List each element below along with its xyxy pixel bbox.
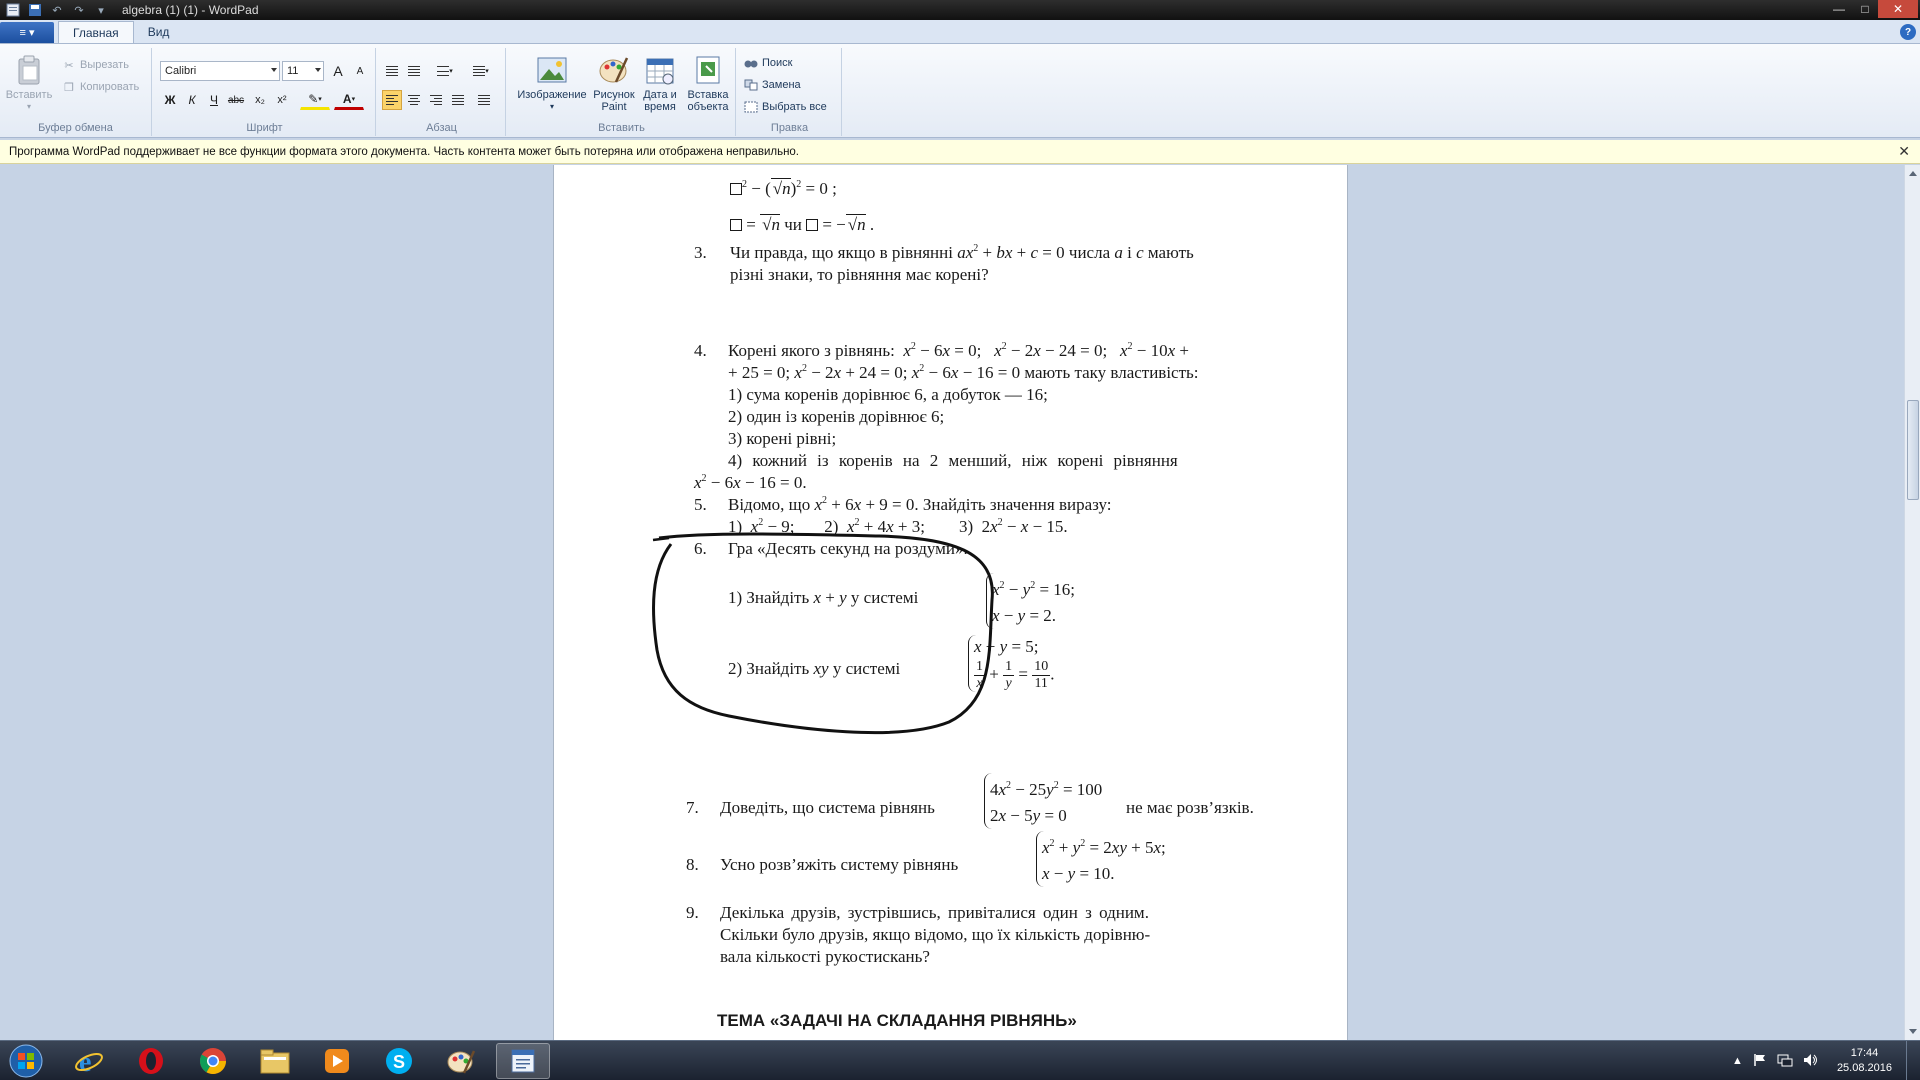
taskbar-file-explorer[interactable] (248, 1043, 302, 1079)
wordpad-app-icon[interactable] (4, 2, 22, 18)
scissors-icon: ✂ (64, 59, 74, 72)
ribbon-tabs (0, 20, 1920, 44)
start-button[interactable] (4, 1042, 48, 1080)
justify-icon (452, 95, 464, 105)
datetime-label-1: Дата и (643, 89, 677, 101)
insert-group (508, 48, 736, 136)
scrollbar-thumb[interactable] (1907, 400, 1919, 500)
equation-line: $^2$ − ( √n)$^2$ = 0 ; (730, 179, 837, 199)
font-color-button[interactable]: A ▾ (334, 90, 364, 110)
network-icon[interactable] (1777, 1053, 1793, 1070)
insert-group-label: Вставить (598, 122, 645, 134)
document-area[interactable] (0, 165, 1904, 1040)
paint-palette-icon (598, 54, 630, 86)
font-size-select[interactable] (282, 61, 324, 81)
close-button[interactable]: ✕ (1878, 0, 1918, 18)
strikethrough-button[interactable]: abc (227, 94, 245, 106)
clipboard-group-label: Буфер обмена (38, 122, 113, 134)
option-text: 2) один із коренів дорівнює 6; (728, 407, 945, 426)
font-size-value: 11 (287, 65, 299, 77)
font-color-icon: A (342, 92, 352, 106)
cut-button[interactable] (62, 56, 129, 74)
sub-question: 2) Знайдіть xy у системі (728, 659, 901, 678)
datetime-label-2: время (644, 101, 676, 113)
folder-icon (259, 1046, 291, 1076)
taskbar-skype[interactable] (372, 1043, 426, 1079)
paragraph-settings-button[interactable] (474, 90, 494, 110)
clock-date: 25.08.2016 (1836, 1062, 1892, 1074)
question-text: вала кількості рукостискань? (720, 947, 930, 966)
question-number: 9. (686, 903, 699, 922)
scroll-down-icon[interactable] (1909, 1029, 1917, 1034)
media-player-icon (322, 1046, 352, 1076)
handwritten-circle-annotation (649, 530, 999, 740)
object-label-1: Вставка (687, 89, 729, 101)
redo-icon[interactable]: ↷ (74, 4, 84, 17)
action-center-flag-icon[interactable] (1753, 1053, 1767, 1070)
line-spacing-icon (473, 66, 485, 76)
replace-label: Замена (762, 79, 801, 91)
align-center-button[interactable] (404, 90, 424, 110)
align-left-button[interactable] (382, 90, 402, 110)
copy-button[interactable] (62, 78, 139, 96)
replace-button[interactable] (744, 76, 801, 94)
infobar-message: Программа WordPad поддерживает не все функции формата этого документа. Часть контента может быть потеряна или отображена неправильно. (9, 145, 800, 158)
bold-button[interactable]: Ж (164, 93, 176, 107)
app-menu-button[interactable]: ≡ ▾ (0, 22, 54, 43)
paragraph-group-label: Абзац (426, 122, 457, 134)
sub-question: 1) Знайдіть x + y у системі (728, 588, 919, 607)
taskbar (0, 1040, 1920, 1080)
highlighter-icon: ✎ (308, 92, 319, 106)
select-all-label: Выбрать все (762, 101, 827, 113)
paragraph-icon (478, 95, 490, 105)
maximize-button[interactable]: □ (1861, 2, 1869, 16)
question-text: не має розв’язків. (1126, 798, 1254, 817)
line-spacing-button[interactable]: ▾ (466, 61, 496, 81)
equation-line: = √n чи = − √n . (730, 215, 874, 235)
question-text: + 25 = 0; $x^2 - 2x + 24 = 0$; $x^2 - 6x - 16 = 0$ мають таку властивість: (728, 363, 1199, 382)
question-text: Доведіть, що система рівнянь (720, 798, 935, 817)
equation-system: $x^2 - y^2 = 16$; x − y = 2. (986, 573, 1075, 629)
question-number: 4. (694, 341, 707, 360)
question-number: 3. (694, 243, 707, 262)
question-text: Декілька друзів, зустрівшись, привіталися один з одним. (720, 903, 1149, 922)
section-heading: ТЕМА «ЗАДАЧІ НА СКЛАДАННЯ РІВНЯНЬ» (717, 1011, 1077, 1030)
question-number: 7. (686, 798, 699, 817)
copy-label: Копировать (80, 81, 140, 93)
paint-icon (446, 1046, 476, 1076)
svg-text:e: e (79, 1047, 92, 1076)
bullet-list-icon (437, 66, 449, 76)
align-center-icon (408, 95, 420, 105)
find-label: Поиск (762, 57, 793, 69)
window-title: algebra (1) (1) - WordPad (122, 3, 259, 17)
question-text: Чи правда, що якщо в рівнянні $ax^2$ + bx + c = 0 числа a і c мають (730, 243, 1194, 262)
question-number: 8. (686, 855, 699, 874)
image-label: Изображение (517, 89, 587, 101)
replace-icon (744, 78, 758, 92)
option-text: 4) кожний із коренів на 2 менший, ніж корені рівняння (728, 451, 1178, 470)
bullets-button[interactable]: ▾ (430, 61, 460, 81)
clock-time: 17:44 (1850, 1047, 1879, 1059)
superscript-button[interactable]: x² (277, 94, 287, 106)
eq1-end: = 0 ; (801, 179, 837, 198)
font-family-value: Calibri (165, 65, 197, 77)
increase-indent-icon (408, 66, 420, 76)
increase-indent-button[interactable] (404, 61, 424, 81)
select-all-button[interactable] (744, 98, 827, 116)
image-icon (536, 54, 568, 86)
align-right-button[interactable] (426, 90, 446, 110)
wordpad-icon (508, 1046, 538, 1076)
system-tray (1732, 1041, 1892, 1080)
decrease-indent-icon (386, 66, 398, 76)
decrease-indent-button[interactable] (382, 61, 402, 81)
align-right-icon (430, 95, 442, 105)
taskbar-clock[interactable] (1837, 1046, 1892, 1076)
taskbar-chrome[interactable] (186, 1043, 240, 1079)
document-page[interactable] (553, 165, 1348, 1040)
editing-group (738, 48, 842, 136)
equation-system: $4x^2 - 25y^2 = 100$ 2x − 5y = 0 (984, 773, 1102, 829)
justify-button[interactable] (448, 90, 468, 110)
question-number: 5. (694, 495, 707, 514)
date-time-button[interactable] (638, 54, 682, 113)
paragraph-group (378, 48, 506, 136)
calendar-icon (644, 54, 676, 86)
copy-icon: ❐ (64, 81, 74, 94)
question-text: Корені якого з рівнянь: $x^2 - 6x = 0$; $x^2 - 2x - 24 = 0$; $x^2 - 10x$ + (728, 341, 1189, 360)
option-text: 1) $x^2 - 9$; 2) $x^2 + 4x + 3$; 3) $2x^2 - x - 15$. (728, 517, 1068, 536)
skype-icon (384, 1046, 414, 1076)
question-text: Гра «Десять секунд на роздуми». (728, 539, 968, 558)
show-hidden-icons-icon[interactable]: ▲ (1732, 1055, 1743, 1067)
internet-explorer-icon (74, 1046, 104, 1076)
paint-label-2: Paint (601, 101, 627, 113)
taskbar-media-player[interactable] (310, 1043, 364, 1079)
windows-start-orb-icon (9, 1044, 43, 1078)
font-group-label: Шрифт (246, 122, 283, 134)
svg-text:S: S (393, 1052, 406, 1072)
taskbar-paint[interactable] (434, 1043, 488, 1079)
paste-label: Вставить (5, 89, 53, 101)
infobar-close-icon[interactable]: ✕ (1898, 143, 1910, 159)
vertical-scrollbar[interactable] (1904, 165, 1920, 1040)
taskbar-wordpad[interactable] (496, 1043, 550, 1079)
paint-label-1: Рисунок (593, 89, 635, 101)
undo-icon[interactable]: ↶ (52, 4, 62, 17)
insert-object-button[interactable] (684, 54, 732, 113)
tab-view[interactable]: Вид (147, 25, 170, 39)
object-label-2: объекта (687, 101, 729, 113)
binoculars-icon (744, 56, 758, 70)
paint-drawing-button[interactable] (592, 54, 636, 113)
align-left-icon (386, 95, 398, 105)
paste-button[interactable]: Вставить ▾ (6, 54, 52, 113)
underline-button[interactable]: Ч (210, 93, 218, 107)
help-icon[interactable]: ? (1900, 24, 1916, 40)
taskbar-opera[interactable] (124, 1043, 178, 1079)
option-text: 3) корені рівні; (728, 429, 837, 448)
grow-font-button[interactable]: A (333, 63, 343, 79)
option-text: 1) сума коренів дорівнює 6, а добуток — 16; (728, 385, 1048, 404)
minimize-button[interactable]: — (1833, 2, 1845, 16)
save-icon[interactable] (26, 2, 44, 18)
select-all-icon (744, 100, 758, 114)
chrome-icon (198, 1046, 228, 1076)
highlight-button[interactable]: ✎ ▾ (300, 90, 330, 110)
taskbar-internet-explorer[interactable] (62, 1043, 116, 1079)
title-bar (0, 0, 1920, 20)
italic-button[interactable]: К (188, 93, 196, 107)
font-family-select[interactable] (160, 61, 280, 81)
insert-image-button[interactable]: Изображение ▾ (514, 54, 590, 113)
subscript-button[interactable]: x₂ (255, 94, 265, 106)
question-text: різні знаки, то рівняння має корені? (730, 265, 989, 284)
equation-system: x + y = 5; $\frac{1}{x}$ + $\frac{1}{y}$ = $\frac{10}{11}$ . (968, 635, 1054, 692)
tab-home[interactable]: Главная (58, 21, 134, 43)
opera-icon (136, 1046, 166, 1076)
clipboard-group (0, 48, 152, 136)
customize-qat-icon[interactable]: ▾ (98, 4, 104, 17)
shrink-font-button[interactable]: A (356, 65, 364, 77)
quick-access-toolbar (0, 2, 110, 18)
scroll-up-icon[interactable] (1909, 171, 1917, 176)
question-number: 6. (694, 539, 707, 558)
question-text: Усно розв’яжіть систему рівнянь (720, 855, 959, 874)
cut-label: Вырезать (80, 59, 129, 71)
question-text: Відомо, що $x^2 + 6x + 9 = 0$. Знайдіть значення виразу: (728, 495, 1112, 514)
show-desktop-button[interactable] (1906, 1041, 1920, 1080)
font-group (154, 48, 376, 136)
question-text: Скільки було друзів, якщо відомо, що їх кількість дорівню- (720, 925, 1151, 944)
ribbon (0, 44, 1920, 138)
find-button[interactable] (744, 54, 792, 72)
editing-group-label: Правка (770, 122, 809, 134)
eq2-or: чи (779, 215, 807, 234)
equation-system: $x^2 + y^2 = 2xy + 5x$; x − y = 10. (1036, 831, 1166, 887)
object-icon (692, 54, 724, 86)
equation-line: $x^2 - 6x - 16 = 0$. (694, 473, 807, 492)
clipboard-icon (13, 54, 45, 86)
compatibility-infobar (0, 140, 1920, 164)
volume-icon[interactable] (1803, 1053, 1819, 1070)
